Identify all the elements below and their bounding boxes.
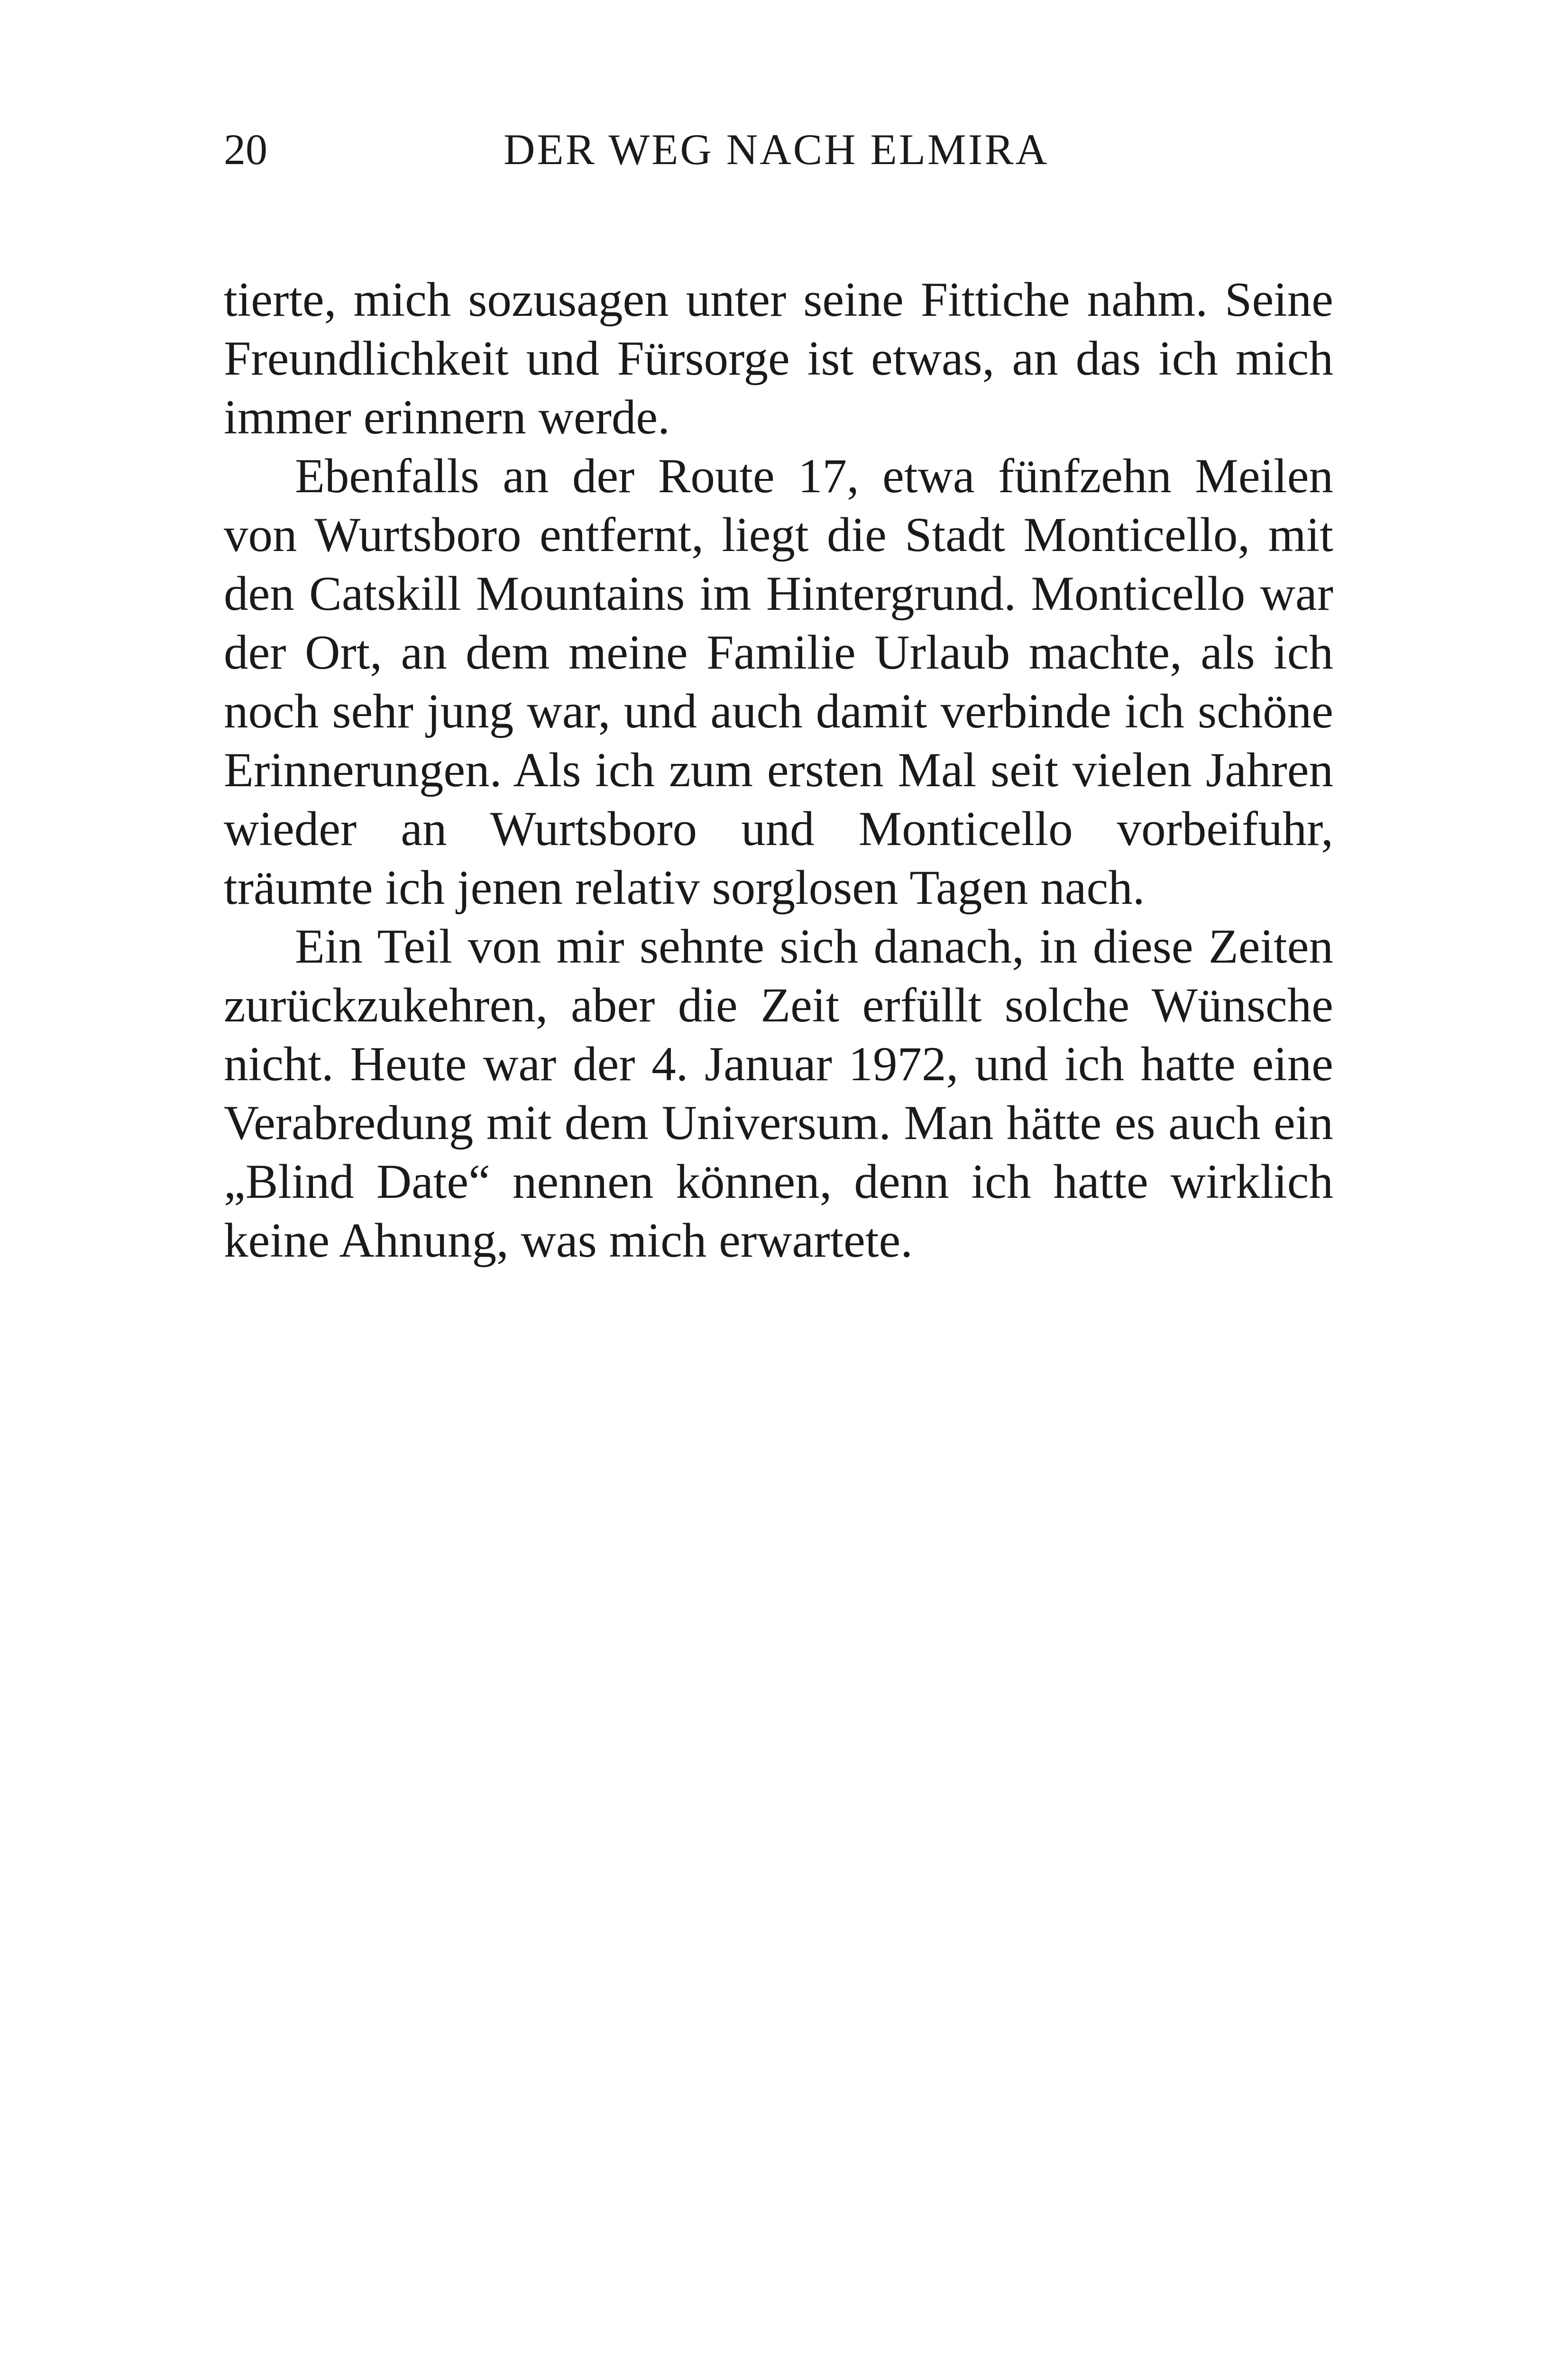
running-head (224, 119, 1343, 180)
paragraph-monticello: Ebenfalls an der Route 17, etwa fünfzehn Meilen von Wurtsboro entfernt, liegt die Stadt Monticello, mit den Catskill Mountains im Hintergrund. Monticello war der Ort, an dem meine Familie Urlaub machte, als ich noch sehr jung war, und auch damit verbinde ich schöne Erinnerungen. Als ich zum ersten Mal seit vielen Jahren wieder an Wurtsboro und Monticello vorbeifuhr, träumte ich jenen relativ sorglosen Tagen nach. (224, 449, 1333, 915)
page-number: 20 (224, 125, 267, 174)
running-title: DER WEG NACH ELMIRA (504, 125, 1049, 174)
body-text (224, 270, 1333, 1270)
paragraph-blind-date: Ein Teil von mir sehnte sich danach, in diese Zeiten zurückzukehren, aber die Zeit erfüllt solche Wünsche nicht. Heute war der 4. Januar 1972, und ich hatte eine Verabredung mit dem Universum. Man hätte es auch ein „Blind Date“ nennen können, denn ich hatte wirklich keine Ahnung, was mich erwartete. (224, 919, 1333, 1268)
paragraph-continued: tierte, mich sozusagen unter seine Fittiche nahm. Seine Freundlichkeit und Fürsorge ist etwas, an das ich mich immer erinnern werde. (224, 273, 1333, 444)
